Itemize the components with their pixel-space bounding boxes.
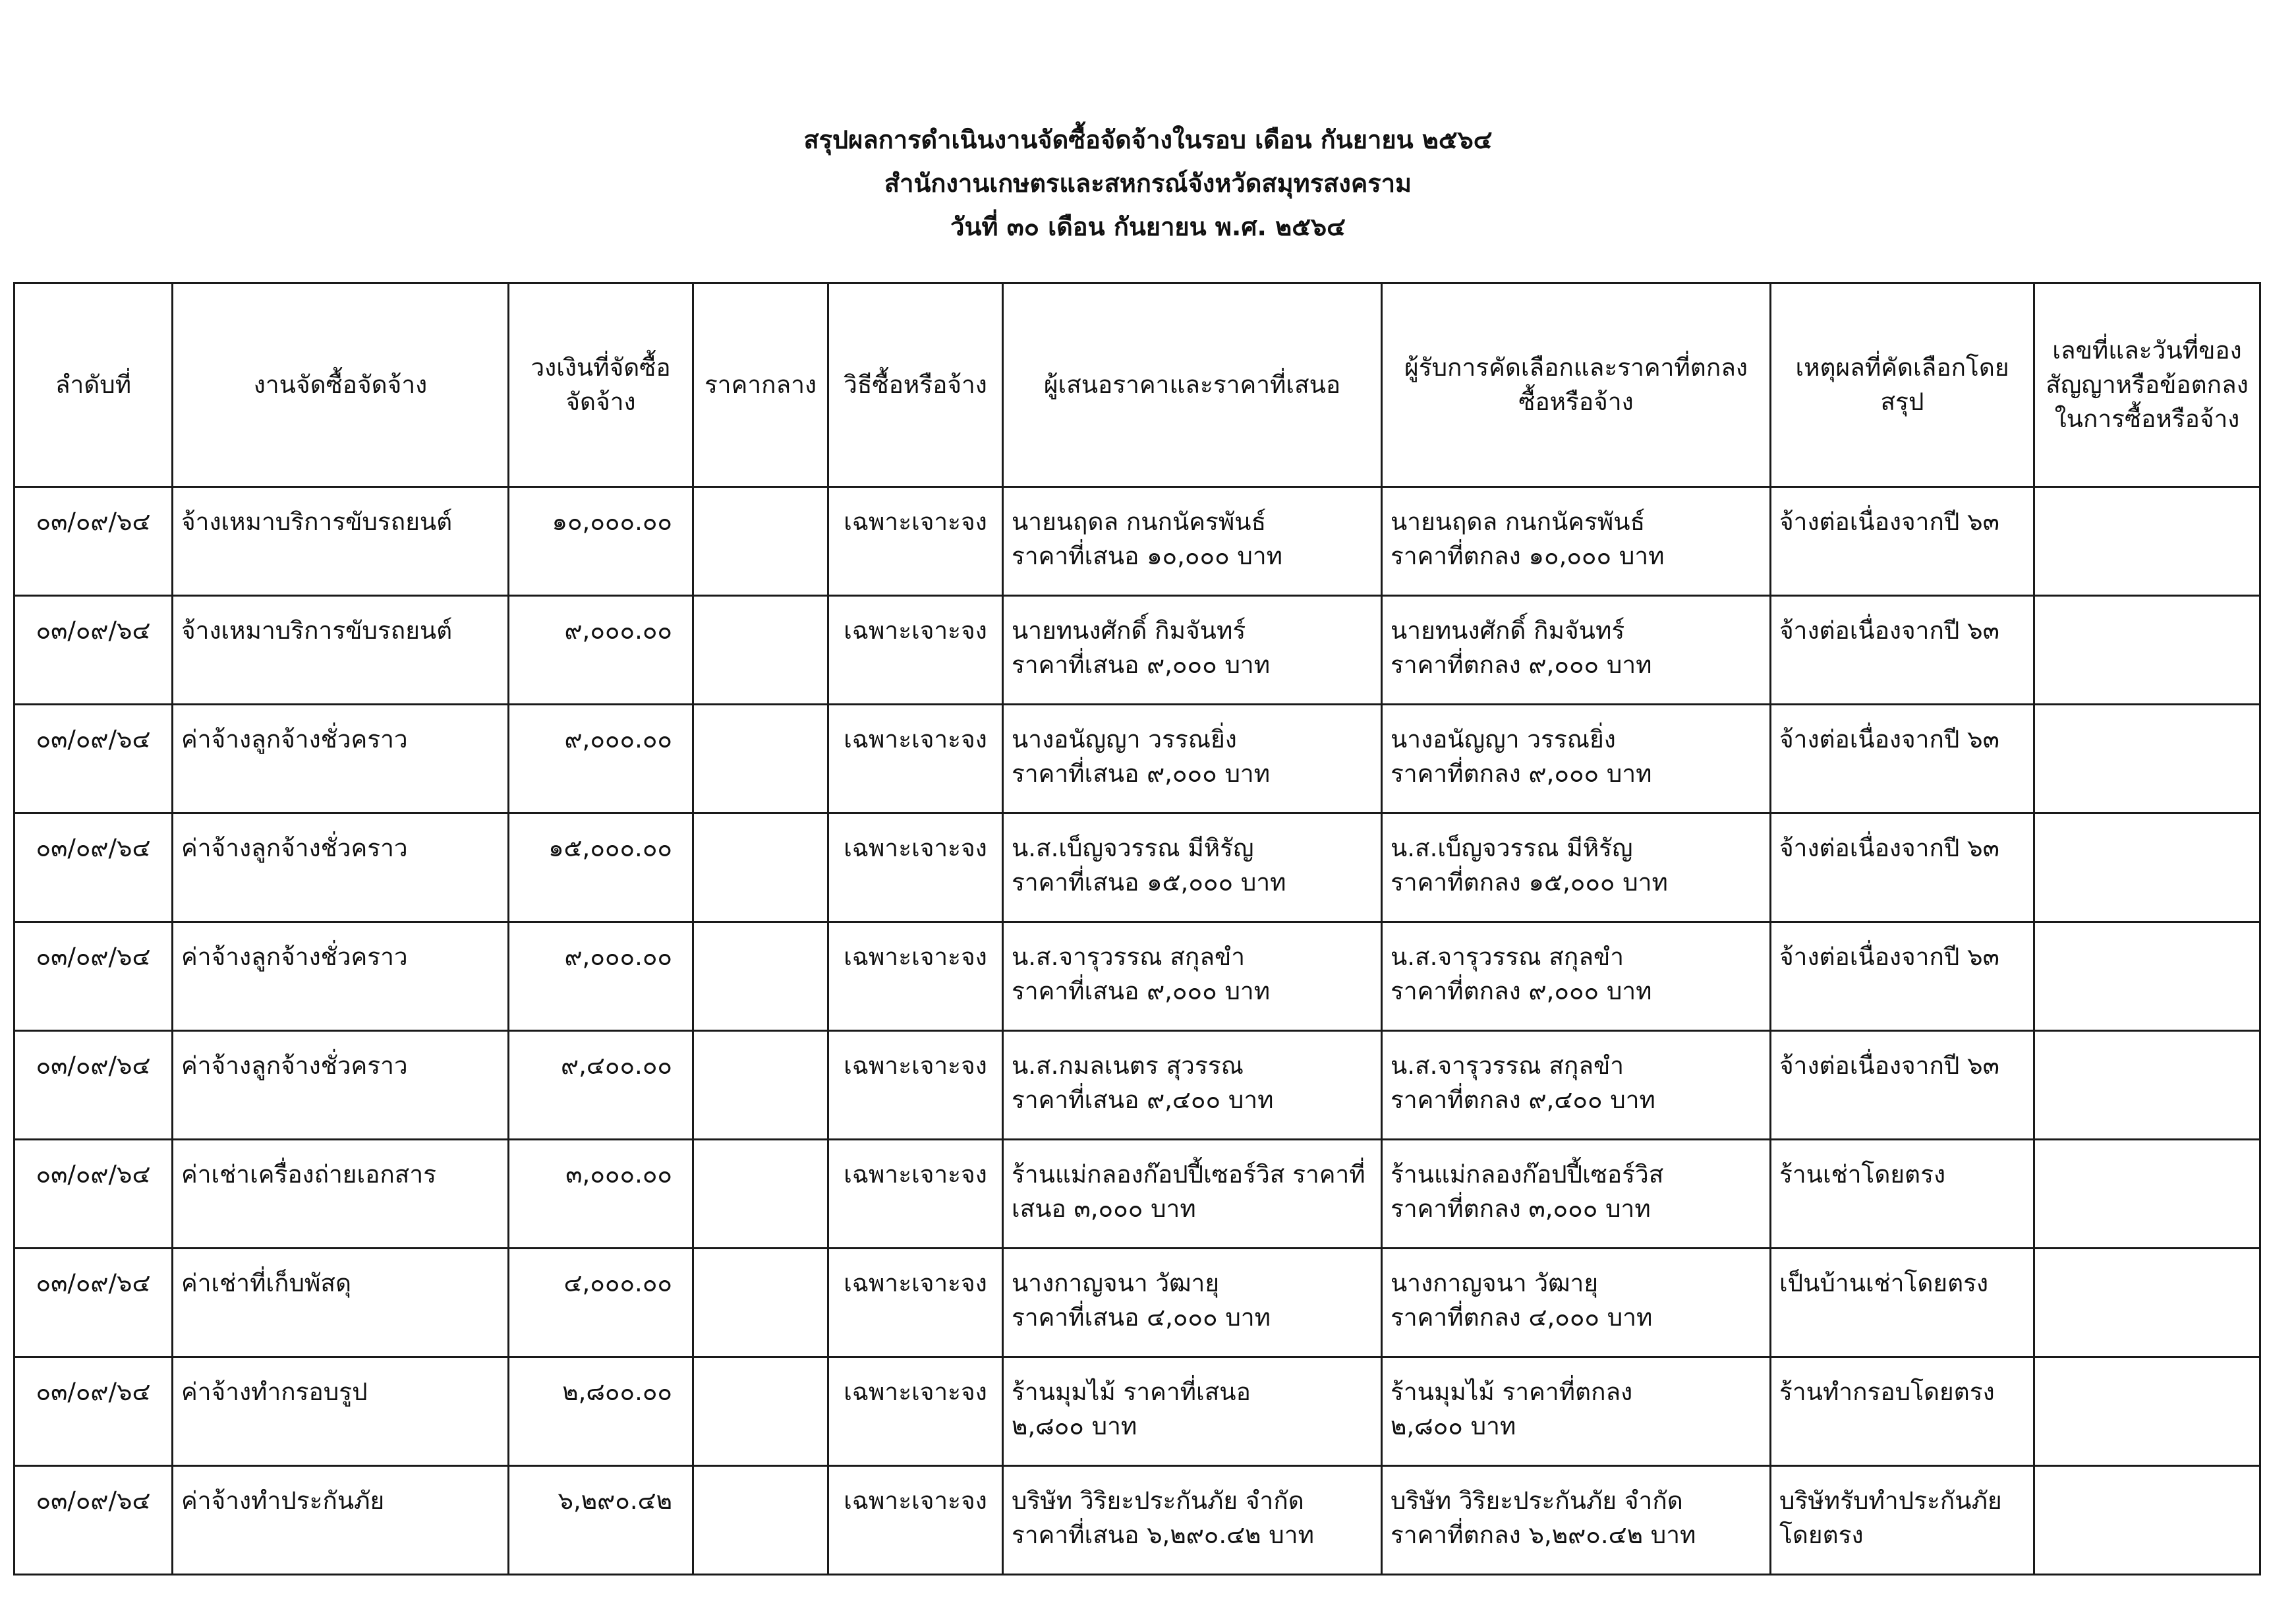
bidder-name: นางกาญจนา วัฒายุ [1012,1269,1220,1297]
col-header-median: ราคากลาง [693,283,828,487]
selected-name: ร้านแม่กลองก๊อปปี้เซอร์วิส [1391,1160,1664,1189]
col-header-reason: เหตุผลที่คัดเลือกโดย สรุป [1771,283,2034,487]
selected-price: ราคาที่ตกลง ๖,๒๙๐.๔๒ บาท [1391,1521,1696,1549]
bidder-name: นายนฤดล กนกนัครพันธ์ [1012,508,1267,536]
cell-no: ๐๓/๐๙/๖๔ [14,487,173,596]
document-header [0,125,2296,256]
cell-budget: ๖,๒๙๐.๔๒ [509,1466,693,1575]
col-header-no: ลำดับที่ [14,283,173,487]
cell-selected [1382,705,1771,813]
cell-budget: ๙,๐๐๐.๐๐ [509,705,693,813]
selected-name: นางอนัญญา วรรณยิ่ง [1391,725,1616,753]
cell-selected [1382,1249,1771,1357]
cell-work: ค่าจ้างทำกรอบรูป [173,1357,509,1466]
cell-method: เฉพาะเจาะจง [828,922,1003,1031]
cell-work: ค่าจ้างลูกจ้างชั่วคราว [173,922,509,1031]
procurement-table [13,282,2261,1575]
report-title: สรุปผลการดำเนินงานจัดซื้อจัดจ้างในรอบ เดือน กันยายน ๒๕๖๔ [803,125,1493,154]
cell-budget: ๙,๐๐๐.๐๐ [509,922,693,1031]
table-row [14,1140,2260,1249]
cell-reason: ร้านเช่าโดยตรง [1771,1140,2034,1249]
cell-bidder [1003,705,1382,813]
cell-selected [1382,922,1771,1031]
cell-median [693,1031,828,1140]
selected-price: ราคาที่ตกลง ๙,๐๐๐ บาท [1391,977,1652,1005]
bidder-name: ร้านแม่กลองก๊อปปี้เซอร์วิส ราคาที่ [1012,1160,1365,1189]
office-name: สำนักงานเกษตรและสหกรณ์จังหวัดสมุทรสงคราม [884,169,1412,198]
table-row [14,596,2260,705]
cell-median [693,487,828,596]
bidder-price: ราคาที่เสนอ ๔,๐๐๐ บาท [1012,1303,1271,1332]
cell-selected [1382,1140,1771,1249]
selected-price: ราคาที่ตกลง ๔,๐๐๐ บาท [1391,1303,1653,1332]
cell-bidder [1003,1140,1382,1249]
cell-contract [2034,922,2260,1031]
selected-name: นางกาญจนา วัฒายุ [1391,1269,1599,1297]
selected-name: น.ส.จารุวรรณ สกุลขำ [1391,1051,1624,1080]
cell-median [693,596,828,705]
cell-reason: จ้างต่อเนื่องจากปี ๖๓ [1771,705,2034,813]
cell-selected [1382,813,1771,922]
cell-reason: จ้างต่อเนื่องจากปี ๖๓ [1771,1031,2034,1140]
bidder-price: ราคาที่เสนอ ๙,๔๐๐ บาท [1012,1086,1274,1114]
cell-no: ๐๓/๐๙/๖๔ [14,1249,173,1357]
col-header-bidders: ผู้เสนอราคาและราคาที่เสนอ [1003,283,1382,487]
selected-name: นายทนงศักดิ์ กิมจันทร์ [1391,616,1625,645]
cell-median [693,813,828,922]
bidder-name: น.ส.เบ็ญจวรรณ มีหิรัญ [1012,834,1254,862]
cell-selected [1382,1031,1771,1140]
cell-method: เฉพาะเจาะจง [828,705,1003,813]
table-row [14,1031,2260,1140]
cell-contract [2034,1140,2260,1249]
cell-reason: จ้างต่อเนื่องจากปี ๖๓ [1771,813,2034,922]
cell-method: เฉพาะเจาะจง [828,1031,1003,1140]
table-header-row [14,283,2260,487]
cell-contract [2034,1357,2260,1466]
cell-bidder [1003,922,1382,1031]
cell-median [693,1357,828,1466]
table-row [14,1249,2260,1357]
cell-bidder [1003,1031,1382,1140]
cell-method: เฉพาะเจาะจง [828,487,1003,596]
cell-no: ๐๓/๐๙/๖๔ [14,1031,173,1140]
cell-budget: ๑๐,๐๐๐.๐๐ [509,487,693,596]
cell-work: ค่าจ้างลูกจ้างชั่วคราว [173,813,509,922]
cell-contract [2034,813,2260,922]
cell-work: ค่าจ้างทำประกันภัย [173,1466,509,1575]
cell-work: จ้างเหมาบริการขับรถยนต์ [173,487,509,596]
cell-method: เฉพาะเจาะจง [828,813,1003,922]
cell-contract [2034,1031,2260,1140]
cell-selected [1382,1466,1771,1575]
cell-contract [2034,1249,2260,1357]
cell-budget: ๔,๐๐๐.๐๐ [509,1249,693,1357]
selected-price: ราคาที่ตกลง ๙,๐๐๐ บาท [1391,759,1652,788]
cell-contract [2034,705,2260,813]
table-row [14,813,2260,922]
selected-price: ราคาที่ตกลง ๑๕,๐๐๐ บาท [1391,868,1668,897]
selected-name: น.ส.จารุวรรณ สกุลขำ [1391,943,1624,971]
cell-no: ๐๓/๐๙/๖๔ [14,813,173,922]
cell-method: เฉพาะเจาะจง [828,596,1003,705]
bidder-price: ๒,๘๐๐ บาท [1012,1412,1137,1440]
col-header-work: งานจัดซื้อจัดจ้าง [173,283,509,487]
cell-budget: ๓,๐๐๐.๐๐ [509,1140,693,1249]
cell-bidder [1003,813,1382,922]
bidder-price: ราคาที่เสนอ ๙,๐๐๐ บาท [1012,651,1271,679]
cell-reason: จ้างต่อเนื่องจากปี ๖๓ [1771,487,2034,596]
bidder-price: ราคาที่เสนอ ๙,๐๐๐ บาท [1012,977,1271,1005]
cell-reason: จ้างต่อเนื่องจากปี ๖๓ [1771,596,2034,705]
selected-price: ราคาที่ตกลง ๙,๔๐๐ บาท [1391,1086,1655,1114]
bidder-name: บริษัท วิริยะประกันภัย จำกัด [1012,1487,1304,1515]
cell-budget: ๑๕,๐๐๐.๐๐ [509,813,693,922]
cell-median [693,1249,828,1357]
cell-no: ๐๓/๐๙/๖๔ [14,1466,173,1575]
cell-contract [2034,596,2260,705]
cell-bidder [1003,1249,1382,1357]
cell-bidder [1003,596,1382,705]
cell-median [693,1466,828,1575]
selected-price: ๒,๘๐๐ บาท [1391,1412,1516,1440]
report-date: วันที่ ๓๐ เดือน กันยายน พ.ศ. ๒๕๖๔ [950,212,1346,241]
cell-budget: ๙,๐๐๐.๐๐ [509,596,693,705]
cell-median [693,1140,828,1249]
col-header-contract: เลขที่และวันที่ของ สัญญาหรือข้อตกลง ในการซื้อหรือจ้าง [2034,283,2260,487]
selected-price: ราคาที่ตกลง ๙,๐๐๐ บาท [1391,651,1652,679]
cell-no: ๐๓/๐๙/๖๔ [14,1140,173,1249]
bidder-price: เสนอ ๓,๐๐๐ บาท [1012,1194,1196,1223]
bidder-name: นางอนัญญา วรรณยิ่ง [1012,725,1237,753]
cell-no: ๐๓/๐๙/๖๔ [14,922,173,1031]
bidder-name: ร้านมุมไม้ ราคาที่เสนอ [1012,1378,1251,1406]
cell-method: เฉพาะเจาะจง [828,1140,1003,1249]
cell-bidder [1003,1357,1382,1466]
cell-selected [1382,596,1771,705]
selected-name: ร้านมุมไม้ ราคาที่ตกลง [1391,1378,1633,1406]
cell-work: ค่าเช่าเครื่องถ่ายเอกสาร [173,1140,509,1249]
selected-price: ราคาที่ตกลง ๑๐,๐๐๐ บาท [1391,542,1665,570]
bidder-name: น.ส.กมลเนตร สุวรรณ [1012,1051,1244,1080]
col-header-method: วิธีซื้อหรือจ้าง [828,283,1003,487]
cell-budget: ๙,๔๐๐.๐๐ [509,1031,693,1140]
selected-name: บริษัท วิริยะประกันภัย จำกัด [1391,1487,1683,1515]
cell-work: ค่าจ้างลูกจ้างชั่วคราว [173,705,509,813]
bidder-name: น.ส.จารุวรรณ สกุลขำ [1012,943,1246,971]
col-header-budget: วงเงินที่จัดซื้อ จัดจ้าง [509,283,693,487]
cell-selected [1382,1357,1771,1466]
cell-reason: บริษัทรับทำประกันภัยโดยตรง [1771,1466,2034,1575]
selected-name: น.ส.เบ็ญจวรรณ มีหิรัญ [1391,834,1633,862]
table-row [14,1357,2260,1466]
cell-reason: จ้างต่อเนื่องจากปี ๖๓ [1771,922,2034,1031]
selected-name: นายนฤดล กนกนัครพันธ์ [1391,508,1646,536]
bidder-price: ราคาที่เสนอ ๖,๒๙๐.๔๒ บาท [1012,1521,1314,1549]
cell-reason: ร้านทำกรอบโดยตรง [1771,1357,2034,1466]
table-row [14,922,2260,1031]
cell-reason: เป็นบ้านเช่าโดยตรง [1771,1249,2034,1357]
bidder-name: นายทนงศักดิ์ กิมจันทร์ [1012,616,1246,645]
cell-no: ๐๓/๐๙/๖๔ [14,705,173,813]
cell-method: เฉพาะเจาะจง [828,1249,1003,1357]
bidder-price: ราคาที่เสนอ ๑๐,๐๐๐ บาท [1012,542,1283,570]
cell-median [693,922,828,1031]
bidder-price: ราคาที่เสนอ ๙,๐๐๐ บาท [1012,759,1271,788]
cell-budget: ๒,๘๐๐.๐๐ [509,1357,693,1466]
cell-contract [2034,487,2260,596]
cell-method: เฉพาะเจาะจง [828,1357,1003,1466]
selected-price: ราคาที่ตกลง ๓,๐๐๐ บาท [1391,1194,1651,1223]
cell-work: ค่าจ้างลูกจ้างชั่วคราว [173,1031,509,1140]
cell-bidder [1003,1466,1382,1575]
cell-no: ๐๓/๐๙/๖๔ [14,596,173,705]
cell-median [693,705,828,813]
table-row [14,1466,2260,1575]
cell-contract [2034,1466,2260,1575]
cell-method: เฉพาะเจาะจง [828,1466,1003,1575]
bidder-price: ราคาที่เสนอ ๑๕,๐๐๐ บาท [1012,868,1286,897]
cell-no: ๐๓/๐๙/๖๔ [14,1357,173,1466]
cell-work: ค่าเช่าที่เก็บพัสดุ [173,1249,509,1357]
table-row [14,487,2260,596]
cell-work: จ้างเหมาบริการขับรถยนต์ [173,596,509,705]
cell-bidder [1003,487,1382,596]
table-row [14,705,2260,813]
col-header-selected: ผู้รับการคัดเลือกและราคาที่ตกลง ซื้อหรือจ้าง [1382,283,1771,487]
cell-selected [1382,487,1771,596]
